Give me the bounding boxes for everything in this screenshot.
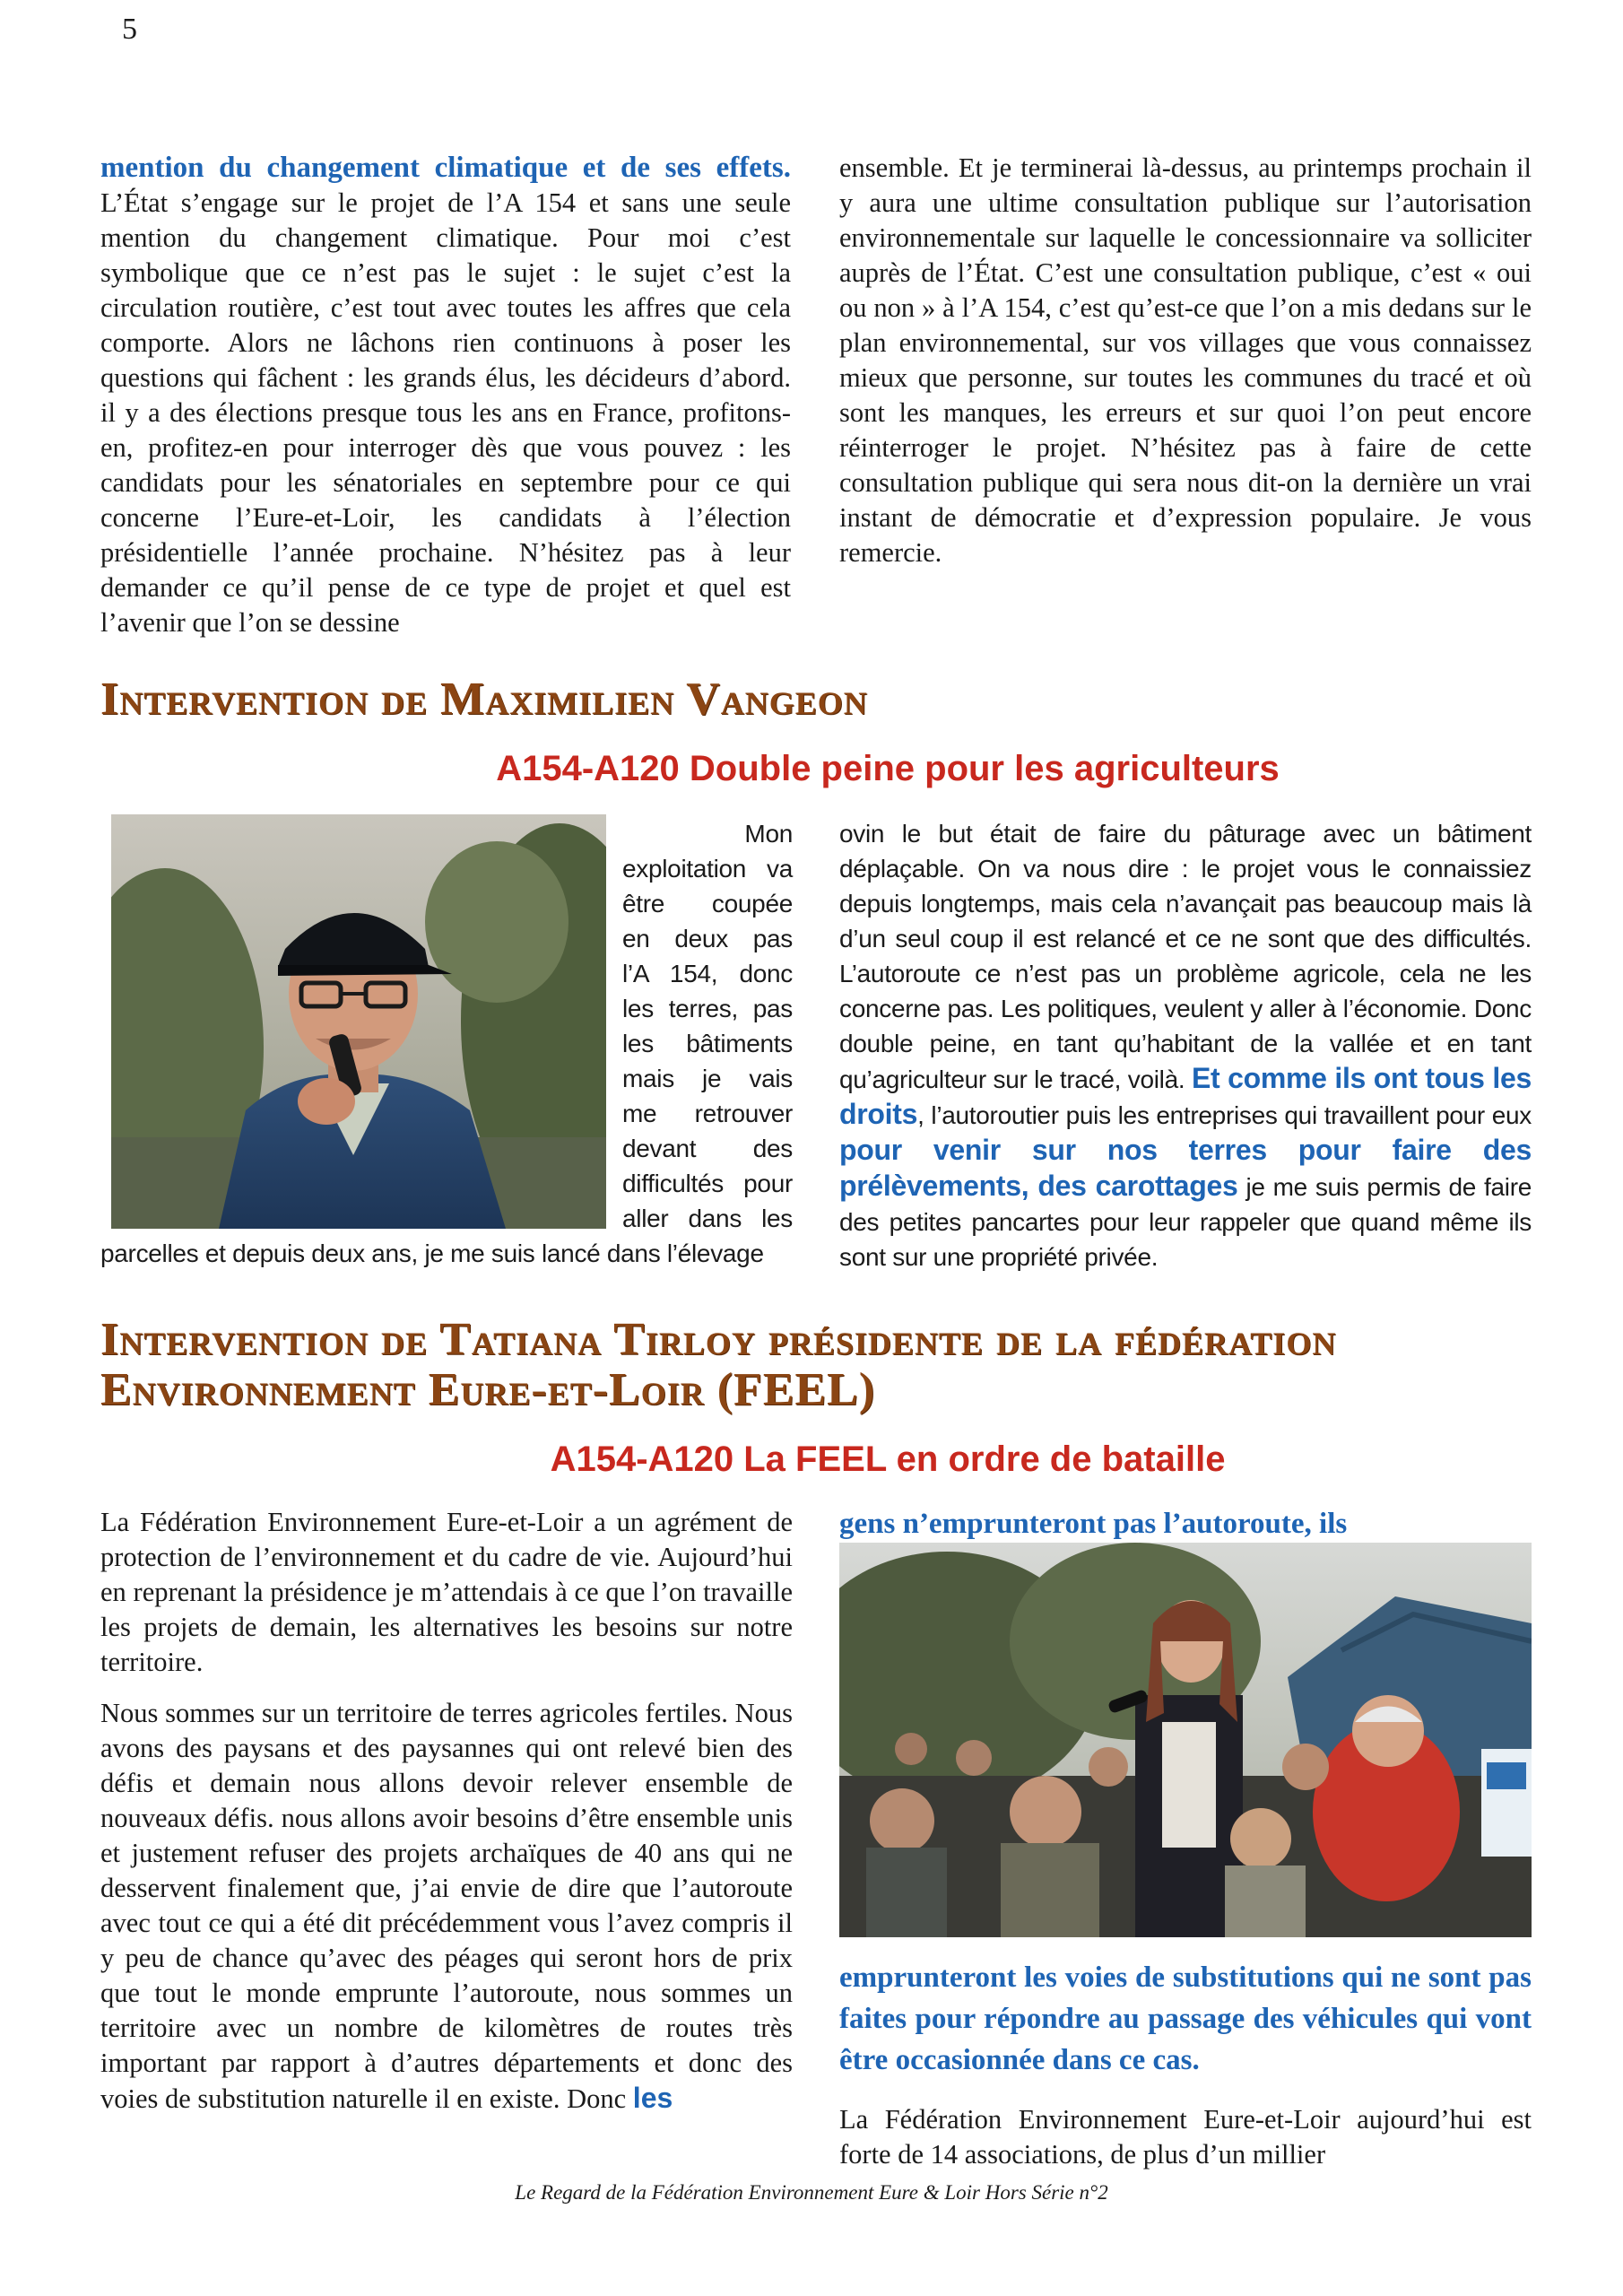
photo-tatiana-tirloy-image (839, 1543, 1532, 1937)
section1-heading: Intervention de Maximilien Vangeon (100, 674, 868, 725)
top-right-body: ensemble. Et je terminerai là-dessus, au printemps prochain il y aura une ultime consultation publique sur l’autorisation environnementale sur laquelle le concessionnaire va solliciter auprès de l’État. C’est une consultation publique, c’est « oui ou non » à l’A 154, c’est qu’est-ce que l’on a mis dedans sur le plan environnemental, sur vos villages que vous connaissez mieux que personne, sur toutes les communes du tracé et où sont les manques, les erreurs et sur quoi l’on peut encore réinterroger le projet. N’hésitez pas à faire de cette consultation publique qui sera nous dit-on la dernière un vrai instant de démocratie et d’expression populaire. Je vous remercie. (839, 152, 1532, 568)
wrap-line: exploitation va (622, 855, 793, 883)
section1-emphasis: Et comme ils ont tous les droits (839, 1062, 1532, 1130)
photo-tatiana-tirloy (839, 1543, 1532, 1937)
top-left-column (100, 151, 791, 640)
lead-emphasis: mention du changement climatique et de ses effets. (100, 152, 791, 184)
section1-subtitle: A154-A120 Double peine pour les agriculteurs (496, 749, 1280, 788)
section2-heading-line: Environnement Eure-et-Loir (FEEL) (100, 1364, 876, 1415)
photo-maximilien-vangeon (111, 814, 606, 1229)
wrap-line: aller dans les (622, 1205, 793, 1232)
wrap-line: mais je vais (622, 1065, 793, 1092)
section2-right-bottom: La Fédération Environnement Eure-et-Loir aujourd’hui est forte de 14 associations, de plus d’un millier (839, 2104, 1532, 2170)
section1-right-text: je me suis permis de faire des petites pancartes pour leur rappeler que quand même ils sont sur une propriété privée. (839, 1173, 1532, 1271)
wrap-line: Mon (744, 820, 793, 848)
wrap-line: les terres, pas (622, 995, 793, 1022)
section2-right-top: gens n’emprunteront pas l’autoroute, ils (839, 1508, 1348, 1540)
section1-right-text: , l’autoroutier puis les entreprises qui travaillent pour eux (917, 1101, 1532, 1129)
section1-wrap-lines (622, 816, 793, 1236)
wrap-line: difficultés pour (622, 1170, 793, 1197)
photo-maximilien-vangeon-image (111, 814, 606, 1229)
wrap-line: devant des (622, 1135, 793, 1162)
section2-left-p1: La Fédération Environnement Eure-et-Loir a un agrément de protection de l’environnement et du cadre de vie. Aujourd’hui en reprenant la présidence je m’attendais à ce que l’on travaille les projets de demain, les alternatives les besoins sur notre territoire. (100, 1507, 793, 1677)
section2-left-p2: Nous sommes sur un territoire de terres agricoles fertiles. Nous avons des paysans et des paysannes qui ont relevé bien des défis et demain nous allons devoir relever ensemble de nouveaux défis. nous allons avoir besoins d’être ensemble unis et justement refuser des projets archaïques de 40 ans qui ne desservent finalement que, j’ai envie de dire que l’autoroute avec tout ce qui a été dit précédemment vous l’avez compris il y peu de chance qu’avec des péages qui seront hors de prix que tout le monde emprunte l’autoroute, nous sommes un territoire avec un nombre de kilomètres de routes très important par rapport à d’autres départements et donc des voies de substitution naturelle il en existe. Donc (100, 1698, 793, 2114)
wrap-line: l’A 154, donc (622, 960, 793, 987)
section2-left-column (100, 1505, 793, 2117)
section2-subtitle: A154-A120 La FEEL en ordre de bataille (550, 1439, 1226, 1479)
wrap-line: en deux pas (622, 925, 793, 952)
section2-heading (100, 1315, 1571, 1415)
wrap-line: être coupée (622, 890, 793, 918)
section2-right-mid: emprunteront les voies de substitutions qui ne sont pas faites pour répondre au passage des véhicules qui vont être occasionnée dans ce cas. (839, 1961, 1532, 2076)
page-number: 5 (122, 13, 137, 46)
top-left-body: L’État s’engage sur le projet de l’A 154 et sans une seule mention du changement climatique. Pour moi c’est symbolique que ce n’est pas le sujet : le sujet c’est la circulation routière, c’est tout avec toutes les affres que cela comporte. Alors ne lâchons rien continuons à poser les questions qui fâchent : les grands élus, les décideurs d’abord. il y a des élections presque tous les ans en France, profitons-en, profitez-en pour interroger dès que vous pouvez : les candidats pour les sénatoriales en septembre pour ce qui concerne l’Eure-et-Loir, les candidats à l’élection présidentielle l’année prochaine. N’hésitez pas à leur demander ce qu’il pense de ce type de projet et quel est l’avenir que l’on se dessine (100, 187, 791, 638)
top-right-column (839, 151, 1532, 570)
wrap-line: les bâtiments (622, 1030, 793, 1057)
section1-left-tail: parcelles et depuis deux ans, je me suis lancé dans l’élevage (100, 1239, 764, 1267)
wrap-line: me retrouver (622, 1100, 793, 1127)
section1-right-text: ovin le but était de faire du pâturage avec un bâtiment déplaçable. On va nous dire : le projet vous le connaissiez depuis longtemps, mais cela n’avançait pas beaucoup mais là d’un seul coup il est relancé et ce ne sont que des difficultés. L’autoroute ce n’est pas un problème agricole, cela ne les concerne pas. Les politiques, veulent y aller à l’économie. Donc double peine, en tant qu’habitant de la vallée et en tant qu’agriculteur sur le tracé, voilà. (839, 820, 1532, 1093)
section1-emphasis: pour venir sur nos terres pour faire des prélèvements, des carottages (839, 1134, 1532, 1202)
section2-heading-line: Intervention de Tatiana Tirloy présidente de la fédération (100, 1314, 1337, 1365)
section2-left-p2-emphasis: les (632, 2082, 673, 2114)
page-footer: Le Regard de la Fédération Environnement Eure & Loir Hors Série n°2 (515, 2181, 1108, 2204)
section1-right-column (839, 816, 1532, 1274)
